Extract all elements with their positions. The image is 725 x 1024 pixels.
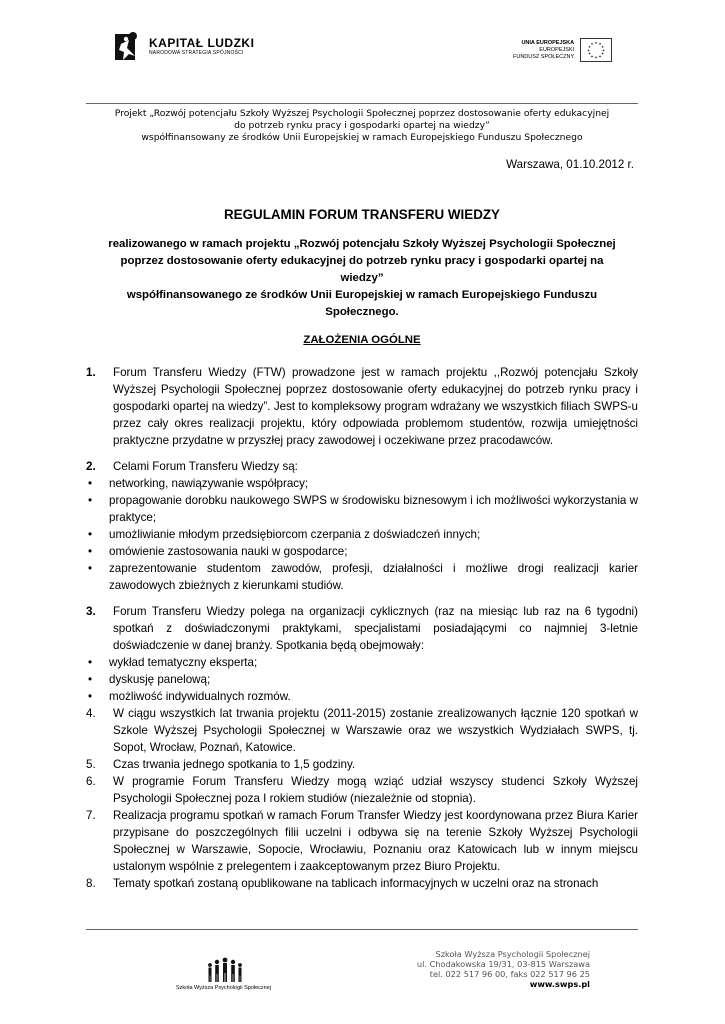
subtitle-line: współfinansowanego ze środków Unii Europejskiej w ramach Europejskiego Funduszu [126,289,598,301]
item-text: W programie Forum Transferu Wiedzy mogą wziąć udział wszyscy studenci Szkoły Wyższej Psychologii Społecznej poza I rokiem studiów (niezależnie od stopnia). [113,775,638,805]
swps-logo [176,956,271,991]
item-text: Czas trwania jednego spotkania to 1,5 godziny. [113,758,356,771]
bullet-item: • networking, nawiązywanie współpracy; [86,475,638,492]
item-number: 5. [86,758,96,771]
header-divider [86,103,638,104]
subtitle-line: realizowanego w ramach projektu „Rozwój potencjału Szkoły Wyższej Psychologii Społecznej [108,238,616,250]
item-number: 8. [86,877,96,890]
footer-divider [86,929,638,930]
svg-text:★: ★ [598,42,602,46]
section-heading: ZAŁOŻENIA OGÓLNE [303,334,421,346]
project-note [86,108,638,144]
subtitle-line: poprzez dostosowanie oferty edukacyjnej do potrzeb rynku pracy i gospodarki opartej na wiedzy” [120,255,604,284]
item-text: Celami Forum Transferu Wiedzy są: [113,460,298,473]
item-text: Forum Transferu Wiedzy polega na organizacji cyklicznych (raz na miesiąc lub raz na 6 tygodni) spotkań z doświadczonymi praktykami, specjalistami posiadającymi co najmniej 3-letnie doświadczenie w danej branży. Spotkania będą obejmowały: [113,605,638,652]
svg-text:★: ★ [602,48,606,53]
document-date: Warszawa, 01.10.2012 r. [506,158,634,171]
bullet-item: • wykład tematyczny eksperta; [86,654,638,671]
document-subtitle [100,236,624,321]
item-text: Forum Transferu Wiedzy (FTW) prowadzone jest w ramach projektu ,,Rozwój potencjału Szkoły Wyższej Psychologii Społecznej poprzez dostosowanie oferty edukacyjnej do potrzeb rynku pracy i gospodarki opartej na wiedzy”. Jest to kompleksowy program wdrażany we wszystkich filiach SWPS-u przez cały okres realizacji projektu, który odpowiada problemom studentów, rozwija umiejętności praktyczne przydatne w przyszłej pracy zawodowej i oczekiwane przez pracodawców. [113,366,638,447]
eu-logo-line3: FUNDUSZ SPOŁECZNY [513,53,575,60]
list-item [86,807,638,875]
footer-address-line: ul. Chodakowska 19/31, 03-815 Warszawa [416,959,590,969]
list-item [86,875,638,892]
subtitle-line: Społecznego. [325,306,399,318]
item-text: Tematy spotkań zostaną opublikowane na tablicach informacyjnych w uczelni oraz na stronach [113,877,599,890]
list-item [86,773,638,807]
bullet-item: • propagowanie dorobku naukowego SWPS w środowisku biznesowym i ich możliwości wykorzystania w praktyce; [86,492,638,526]
item-text: W ciągu wszystkich lat trwania projektu (2011-2015) zostanie zrealizowanych łącznie 120 spotkań w Szkole Wyższej Psychologii Społecznej w Warszawie oraz we wszystkich Wydziałach SWPS, tj. Sopot, Wrocław, Poznań, Katowice. [113,707,638,754]
item-number: 2. [86,460,96,473]
bullet-item: • dyskusję panelową; [86,671,638,688]
list-item [86,458,638,475]
swps-figures-icon [195,956,253,984]
bullet-item: • możliwość indywidualnych rozmów. [86,688,638,705]
eu-flag-icon [580,38,612,62]
svg-text:★: ★ [594,55,598,60]
svg-text:★: ★ [588,51,592,56]
document-title: REGULAMIN FORUM TRANSFERU WIEDZY [224,207,500,222]
item-number: 7. [86,809,96,822]
kapital-ludzki-emblem-icon [115,30,143,64]
svg-text:★: ★ [601,45,605,49]
project-note-line: Projekt „Rozwój potencjału Szkoły Wyższej Psychologii Społecznej poprzez dostosowanie oferty edukacyjnej [114,108,610,119]
list-item [86,603,638,654]
bullet-item: • umożliwianie młodym przedsiębiorcom czerpania z doświadczeń innych; [86,526,638,543]
eu-logo-line1: UNIA EUROPEJSKA [521,39,575,46]
eu-logo [513,38,612,62]
item-number: 1. [86,366,96,379]
list-item [86,705,638,756]
project-note-line: do potrzeb rynku pracy i gospodarki opartej na wiedzy” [234,120,490,131]
list-item [86,756,638,773]
footer-address-line: Szkoła Wyższa Psychologii Społecznej [435,949,590,959]
kapital-ludzki-title: KAPITAŁ LUDZKI [149,36,255,50]
eu-logo-line2: EUROPEJSKI [539,46,575,53]
item-number: 6. [86,775,96,788]
project-note-line: współfinansowany ze środków Unii Europejskiej w ramach Europejskiego Funduszu Społecznego [141,132,583,143]
bullet-item: • zaprezentowanie studentom zawodów, profesji, działalności i możliwe drogi realizacji karier zawodowych zbieżnych z kierunkami studiów. [86,560,638,594]
item-number: 4. [86,707,96,720]
svg-text:★: ★ [590,42,594,46]
svg-text:★: ★ [598,54,602,59]
footer-address [417,949,590,989]
footer-website-link[interactable]: www.swps.pl [529,979,590,989]
list-item [86,364,638,449]
svg-text:★: ★ [587,48,591,53]
bullet-list [86,654,638,705]
svg-text:★: ★ [588,45,592,49]
kapital-ludzki-logo [115,30,254,64]
svg-text:★: ★ [590,54,594,59]
svg-text:★: ★ [601,51,605,56]
swps-logo-text: Szkoła Wyższa Psychologii Społecznej [176,985,272,991]
item-number: 3. [86,605,96,618]
bullet-list [86,475,638,594]
item-text: Realizacja programu spotkań w ramach Forum Transfer Wiedzy jest koordynowana przez Biura Karier przypisane do poszczególnych filii uczelni i odbywa się na terenie Szkoły Wyższej Psychologii Społecznej w Warszawie, Sopocie, Wrocławiu, Poznaniu oraz Katowicach lub w innym miejscu ustalonym wspólnie z prelegentem i zaakceptowanym przez Biuro Projektu. [113,809,638,873]
svg-text:★: ★ [594,41,598,45]
kapital-ludzki-subtitle: NARODOWA STRATEGIA SPÓJNOŚCI [149,50,244,56]
regulation-list [86,364,638,892]
bullet-item: • omówienie zastosowania nauki w gospodarce; [86,543,638,560]
footer-address-line: tel. 022 517 96 00, faks 022 517 96 25 [429,969,590,979]
